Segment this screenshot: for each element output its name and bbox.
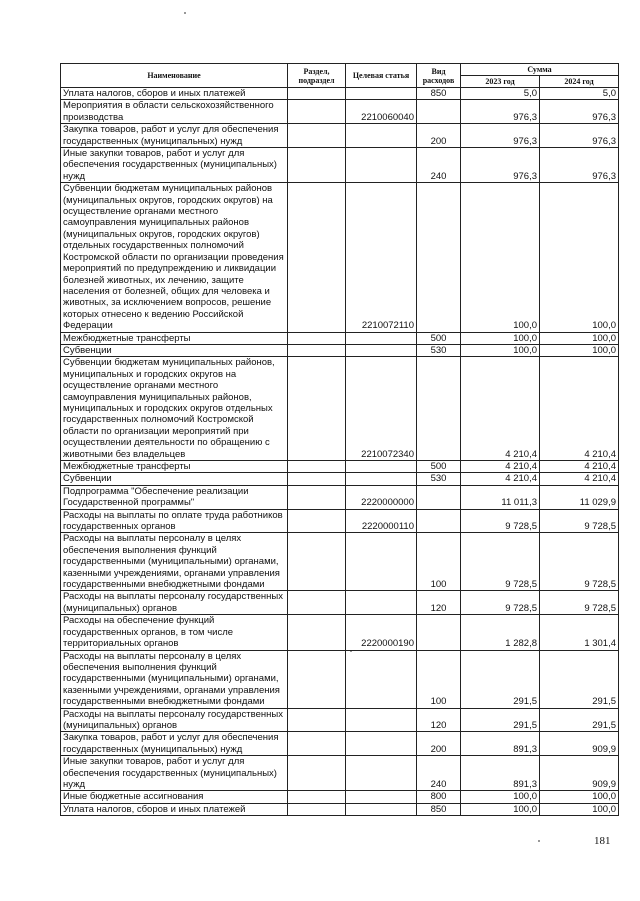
cell-section — [288, 650, 346, 708]
cell-sum-2023: 5,0 — [461, 88, 540, 100]
cell-sum-2023: 100,0 — [461, 332, 540, 344]
cell-sum-2023: 1 282,8 — [461, 615, 540, 650]
cell-sum-2023: 9 728,5 — [461, 591, 540, 615]
cell-type — [417, 615, 461, 650]
cell-section — [288, 708, 346, 732]
cell-target — [346, 344, 417, 356]
table-header — [61, 64, 619, 88]
table-row — [61, 100, 619, 124]
header-type: Вид расходов — [417, 64, 461, 88]
cell-target — [346, 791, 417, 803]
table-body — [61, 88, 619, 816]
cell-sum-2023: 976,3 — [461, 148, 540, 183]
cell-sum-2023: 11 011,3 — [461, 485, 540, 509]
cell-name: Иные закупки товаров, работ и услуг для обеспечения государственных (муниципальных) нужд — [61, 756, 288, 791]
cell-target — [346, 124, 417, 148]
cell-target: 2220000110 — [346, 509, 417, 533]
cell-target — [346, 461, 417, 473]
table-row — [61, 756, 619, 791]
cell-section — [288, 88, 346, 100]
table-row — [61, 88, 619, 100]
cell-target: 2210060040 — [346, 100, 417, 124]
table-row — [61, 732, 619, 756]
cell-sum-2024: 4 210,4 — [540, 473, 619, 485]
cell-sum-2023: 100,0 — [461, 183, 540, 332]
cell-name: Иные закупки товаров, работ и услуг для обеспечения государственных (муниципальных) нужд — [61, 148, 288, 183]
cell-name: Расходы на выплаты персоналу государственных (муниципальных) органов — [61, 708, 288, 732]
cell-type: 240 — [417, 756, 461, 791]
cell-sum-2024: 4 210,4 — [540, 357, 619, 461]
cell-sum-2024: 100,0 — [540, 791, 619, 803]
header-sum: Сумма — [461, 64, 619, 76]
cell-section — [288, 148, 346, 183]
cell-section — [288, 533, 346, 591]
cell-name: Субвенции бюджетам муниципальных районов (муниципальных округов, городских округов) на осуществление органами местного самоуправления муниципальных районов (муниципальных округов, городских округов) отдельных государственных полномочий Костромской области по организации проведения мероприятий по предупреждению и ликвидации болезней животных, их лечению, защите населения от болезней, общих для человека и животных, за исключением вопросов, решение которых отнесено к ведению Российской Федерации — [61, 183, 288, 332]
cell-section — [288, 732, 346, 756]
header-section: Раздел, подраздел — [288, 64, 346, 88]
cell-sum-2024: 9 728,5 — [540, 509, 619, 533]
page-number: 181 — [594, 835, 611, 847]
cell-target: 2220000000 — [346, 485, 417, 509]
table-row — [61, 650, 619, 708]
cell-target — [346, 533, 417, 591]
cell-type: 120 — [417, 591, 461, 615]
cell-section — [288, 509, 346, 533]
cell-type — [417, 183, 461, 332]
table-row — [61, 473, 619, 485]
scan-speck — [538, 840, 540, 842]
header-year-2024: 2024 год — [540, 76, 619, 88]
cell-type: 500 — [417, 332, 461, 344]
table-row — [61, 615, 619, 650]
cell-sum-2023: 4 210,4 — [461, 473, 540, 485]
cell-name: Уплата налогов, сборов и иных платежей — [61, 88, 288, 100]
cell-type: 530 — [417, 473, 461, 485]
cell-type — [417, 357, 461, 461]
cell-type: 100 — [417, 650, 461, 708]
cell-name: Иные бюджетные ассигнования — [61, 791, 288, 803]
cell-sum-2024: 976,3 — [540, 100, 619, 124]
cell-sum-2023: 9 728,5 — [461, 533, 540, 591]
cell-target — [346, 756, 417, 791]
cell-sum-2024: 909,9 — [540, 732, 619, 756]
cell-sum-2023: 291,5 — [461, 650, 540, 708]
cell-name: Подпрограмма "Обеспечение реализации Государственной программы" — [61, 485, 288, 509]
table-row — [61, 533, 619, 591]
cell-target: 2210072110 — [346, 183, 417, 332]
cell-section — [288, 615, 346, 650]
cell-sum-2024: 976,3 — [540, 148, 619, 183]
cell-section — [288, 791, 346, 803]
cell-sum-2023: 100,0 — [461, 344, 540, 356]
cell-section — [288, 473, 346, 485]
cell-section — [288, 332, 346, 344]
cell-sum-2023: 100,0 — [461, 803, 540, 815]
cell-type: 850 — [417, 88, 461, 100]
table-row — [61, 461, 619, 473]
cell-target — [346, 803, 417, 815]
cell-name: Расходы на выплаты персоналу государственных (муниципальных) органов — [61, 591, 288, 615]
cell-section — [288, 591, 346, 615]
cell-type: 200 — [417, 732, 461, 756]
cell-target — [346, 148, 417, 183]
table-row — [61, 803, 619, 815]
cell-target: 2220000190 — [346, 615, 417, 650]
cell-type: 100 — [417, 533, 461, 591]
cell-sum-2023: 4 210,4 — [461, 357, 540, 461]
cell-type: 200 — [417, 124, 461, 148]
cell-type: 530 — [417, 344, 461, 356]
cell-type: 240 — [417, 148, 461, 183]
cell-sum-2024: 291,5 — [540, 708, 619, 732]
cell-name: Расходы на выплаты по оплате труда работников государственных органов — [61, 509, 288, 533]
table-row — [61, 791, 619, 803]
cell-sum-2024: 9 728,5 — [540, 533, 619, 591]
cell-sum-2023: 976,3 — [461, 100, 540, 124]
cell-target — [346, 332, 417, 344]
cell-sum-2023: 4 210,4 — [461, 461, 540, 473]
cell-section — [288, 357, 346, 461]
cell-sum-2023: 9 728,5 — [461, 509, 540, 533]
cell-sum-2023: 100,0 — [461, 791, 540, 803]
cell-target — [346, 591, 417, 615]
cell-sum-2024: 100,0 — [540, 803, 619, 815]
table-row — [61, 485, 619, 509]
header-name: Наименование — [61, 64, 288, 88]
cell-type — [417, 485, 461, 509]
cell-section — [288, 100, 346, 124]
cell-target — [346, 708, 417, 732]
cell-name: Закупка товаров, работ и услуг для обеспечения государственных (муниципальных) нужд — [61, 124, 288, 148]
cell-sum-2024: 100,0 — [540, 344, 619, 356]
cell-sum-2024: 11 029,9 — [540, 485, 619, 509]
cell-name: Субвенции — [61, 344, 288, 356]
table-row — [61, 148, 619, 183]
cell-sum-2023: 891,3 — [461, 756, 540, 791]
cell-sum-2023: 891,3 — [461, 732, 540, 756]
cell-target — [346, 88, 417, 100]
cell-name: Межбюджетные трансферты — [61, 461, 288, 473]
cell-sum-2024: 1 301,4 — [540, 615, 619, 650]
cell-target — [346, 732, 417, 756]
cell-name: Уплата налогов, сборов и иных платежей — [61, 803, 288, 815]
cell-section — [288, 461, 346, 473]
cell-target — [346, 650, 417, 708]
cell-section — [288, 183, 346, 332]
cell-type: 850 — [417, 803, 461, 815]
cell-sum-2024: 291,5 — [540, 650, 619, 708]
cell-section — [288, 344, 346, 356]
table-row — [61, 509, 619, 533]
cell-type: 120 — [417, 708, 461, 732]
table-row — [61, 124, 619, 148]
cell-name: Субвенции бюджетам муниципальных районов, муниципальных и городских округов на осуществление органами местного самоуправления муниципальных районов, муниципальных и городских округов отдельных государственных полномочий Костромской области по организации мероприятий при осуществлении деятельности по обращению с животными без владельцев — [61, 357, 288, 461]
cell-section — [288, 756, 346, 791]
header-target: Целевая статья — [346, 64, 417, 88]
cell-name: Субвенции — [61, 473, 288, 485]
cell-sum-2024: 4 210,4 — [540, 461, 619, 473]
cell-name: Межбюджетные трансферты — [61, 332, 288, 344]
cell-sum-2023: 976,3 — [461, 124, 540, 148]
cell-sum-2024: 100,0 — [540, 332, 619, 344]
cell-type — [417, 509, 461, 533]
cell-sum-2024: 9 728,5 — [540, 591, 619, 615]
cell-name: Мероприятия в области сельскохозяйственного производства — [61, 100, 288, 124]
cell-section — [288, 803, 346, 815]
cell-name: Расходы на выплаты персоналу в целях обеспечения выполнения функций государственными (муниципальными) органами, казенными учреждениями, органами управления государственными внебюджетными фондами — [61, 533, 288, 591]
cell-section — [288, 485, 346, 509]
table-row — [61, 344, 619, 356]
cell-sum-2024: 909,9 — [540, 756, 619, 791]
cell-name: Закупка товаров, работ и услуг для обеспечения государственных (муниципальных) нужд — [61, 732, 288, 756]
table-row — [61, 591, 619, 615]
cell-section — [288, 124, 346, 148]
cell-target: 2210072340 — [346, 357, 417, 461]
table-row — [61, 332, 619, 344]
cell-name: Расходы на обеспечение функций государственных органов, в том числе территориальных органов — [61, 615, 288, 650]
table-row — [61, 357, 619, 461]
cell-type: 800 — [417, 791, 461, 803]
cell-sum-2023: 291,5 — [461, 708, 540, 732]
cell-sum-2024: 976,3 — [540, 124, 619, 148]
cell-sum-2024: 5,0 — [540, 88, 619, 100]
cell-sum-2024: 100,0 — [540, 183, 619, 332]
cell-type — [417, 100, 461, 124]
table-row — [61, 183, 619, 332]
budget-table — [60, 63, 619, 816]
cell-type: 500 — [417, 461, 461, 473]
table-row — [61, 708, 619, 732]
scan-speck — [184, 12, 186, 14]
cell-name: Расходы на выплаты персоналу в целях обеспечения выполнения функций государственными (муниципальными) органами, казенными учреждениями, органами управления государственными внебюджетными фондами — [61, 650, 288, 708]
cell-target — [346, 473, 417, 485]
header-year-2023: 2023 год — [461, 76, 540, 88]
